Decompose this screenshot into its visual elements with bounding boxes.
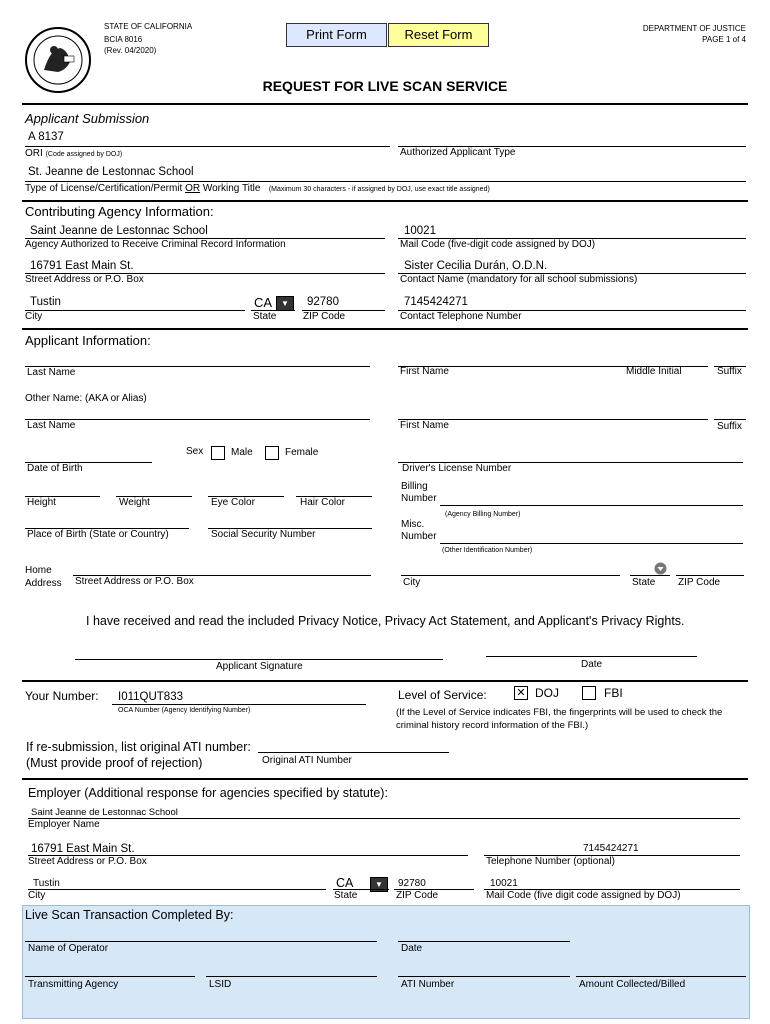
privacy-statement: I have received and read the included Privacy Notice, Privacy Act Statement, and Applicant's Privacy Rights. <box>86 614 685 628</box>
employer-mail-code-value[interactable]: 10021 <box>490 878 518 889</box>
state-label: STATE OF CALIFORNIA <box>104 22 193 31</box>
reset-form-button[interactable]: Reset Form <box>388 23 489 47</box>
male-checkbox[interactable] <box>211 446 225 460</box>
operator-field[interactable] <box>25 941 377 942</box>
home-street-label[interactable]: Street Address or P.O. Box <box>75 576 194 587</box>
agency-state-label: State <box>253 311 277 322</box>
mail-code-label: Mail Code (five-digit code assigned by DOJ) <box>400 239 596 250</box>
form-revision: (Rev. 04/2020) <box>104 46 157 55</box>
agency-street-value[interactable]: 16791 East Main St. <box>30 260 134 272</box>
billing-label: Billing <box>401 481 428 492</box>
doj-checkbox[interactable]: ✕ <box>514 686 528 700</box>
employer-mail-code-label: Mail Code (five digit code assigned by DOJ) <box>486 890 681 901</box>
transmitting-agency-field[interactable] <box>25 976 195 977</box>
female-checkbox[interactable] <box>265 446 279 460</box>
department-label: DEPARTMENT OF JUSTICE <box>642 24 746 33</box>
live-scan-section <box>22 905 750 1019</box>
hair-color-label[interactable]: Hair Color <box>300 497 346 508</box>
fbi-label: FBI <box>604 686 623 700</box>
employer-heading: Employer (Additional response for agencies specified by statute): <box>28 786 388 800</box>
contact-name-label: Contact Name (mandatory for all school submissions) <box>400 274 638 285</box>
contact-name-value[interactable]: Sister Cecilia Durán, O.D.N. <box>404 260 548 272</box>
form-code: BCIA 8016 <box>104 35 143 44</box>
suffix-label[interactable]: Suffix <box>717 366 742 377</box>
address-label: Address <box>25 578 62 589</box>
page-number: PAGE 1 of 4 <box>702 35 746 44</box>
fbi-note-line-2: criminal history record information of the FBI.) <box>396 720 589 731</box>
employer-state-label: State <box>334 890 358 901</box>
employer-street-value[interactable]: 16791 East Main St. <box>31 843 135 855</box>
first-name-label[interactable]: First Name <box>400 366 449 377</box>
state-dropdown-circle-icon[interactable] <box>654 562 667 575</box>
eye-color-label[interactable]: Eye Color <box>211 497 255 508</box>
agency-city-value[interactable]: Tustin <box>30 296 61 308</box>
weight-label[interactable]: Weight <box>119 497 150 508</box>
fbi-checkbox[interactable] <box>582 686 596 700</box>
operator-label: Name of Operator <box>28 943 109 954</box>
state-dropdown-icon[interactable]: ▼ <box>276 296 294 311</box>
doj-label: DOJ <box>535 686 559 700</box>
alias-first-name-label[interactable]: First Name <box>400 420 449 431</box>
ati-number-field[interactable] <box>398 976 570 977</box>
misc-note: (Other Identification Number) <box>442 547 533 554</box>
employer-city-label: City <box>28 890 46 901</box>
applicant-submission-heading: Applicant Submission <box>25 111 150 126</box>
male-label: Male <box>231 447 253 458</box>
page-title: REQUEST FOR LIVE SCAN SERVICE <box>262 78 508 94</box>
last-name-label[interactable]: Last Name <box>27 367 76 378</box>
employer-phone-label: Telephone Number (optional) <box>486 856 615 867</box>
sex-label: Sex <box>186 446 204 457</box>
misc-number-label: Number <box>401 531 437 542</box>
license-value[interactable]: St. Jeanne de Lestonnac School <box>28 166 194 178</box>
live-scan-date-label: Date <box>401 943 423 954</box>
amount-label: Amount Collected/Billed <box>579 979 686 990</box>
agency-value[interactable]: Saint Jeanne de Lestonnac School <box>30 225 208 237</box>
original-ati-field[interactable] <box>258 752 449 753</box>
employer-phone-value[interactable]: 7145424271 <box>583 843 639 854</box>
signature-label: Applicant Signature <box>216 661 303 672</box>
amount-field[interactable] <box>576 976 746 977</box>
billing-note: (Agency Billing Number) <box>445 511 521 518</box>
agency-city-label: City <box>25 311 43 322</box>
lsid-field[interactable] <box>206 976 377 977</box>
oca-note: OCA Number (Agency Identifying Number) <box>118 707 251 714</box>
middle-initial-label[interactable]: Middle Initial <box>626 366 682 377</box>
billing-number-field[interactable] <box>440 505 743 506</box>
contact-phone-label: Contact Telephone Number <box>400 311 522 322</box>
employer-name-value[interactable]: Saint Jeanne de Lestonnac School <box>31 807 178 818</box>
contact-phone-value[interactable]: 7145424271 <box>404 296 468 308</box>
employer-street-label: Street Address or P.O. Box <box>28 856 147 867</box>
ati-number-label: ATI Number <box>401 979 455 990</box>
drivers-license-label[interactable]: Driver's License Number <box>402 463 512 474</box>
agency-zip-value[interactable]: 92780 <box>307 296 339 308</box>
live-scan-heading: Live Scan Transaction Completed By: <box>25 908 234 922</box>
your-number-value[interactable]: I011QUT833 <box>118 691 183 703</box>
misc-number-field[interactable] <box>440 543 743 544</box>
original-ati-label: Original ATI Number <box>262 755 352 766</box>
home-city-label[interactable]: City <box>403 577 421 588</box>
employer-state-value[interactable]: CA <box>336 876 354 890</box>
employer-city-value[interactable]: Tustin <box>33 878 60 889</box>
transmitting-agency-label: Transmitting Agency <box>28 979 119 990</box>
employer-name-label: Employer Name <box>28 819 100 830</box>
billing-number-label: Number <box>401 493 437 504</box>
height-label[interactable]: Height <box>27 497 56 508</box>
agency-zip-label: ZIP Code <box>303 311 346 322</box>
signature-date-field[interactable] <box>486 656 697 657</box>
level-of-service-label: Level of Service: <box>398 688 487 702</box>
applicant-information-heading: Applicant Information: <box>25 333 151 348</box>
ori-label: ORI (Code assigned by DOJ) <box>25 148 123 159</box>
employer-zip-value[interactable]: 92780 <box>398 878 426 889</box>
fbi-note-line-1: (If the Level of Service indicates FBI, the fingerprints will be used to check the <box>396 707 723 718</box>
title-rule <box>22 103 748 105</box>
other-name-label: Other Name: (AKA or Alias) <box>25 393 147 404</box>
print-form-button[interactable]: Print Form <box>286 23 387 47</box>
dob-label[interactable]: Date of Birth <box>27 463 83 474</box>
agency-state-value[interactable]: CA <box>254 295 273 310</box>
your-number-label: Your Number: <box>25 689 99 703</box>
employer-zip-label: ZIP Code <box>396 890 439 901</box>
signature-field[interactable] <box>75 659 443 660</box>
mail-code-value[interactable]: 10021 <box>404 225 436 237</box>
license-label: Type of License/Certification/Permit OR Working Title (Maximum 30 characters - if assigned by DOJ, use exact title assigned) <box>25 183 490 194</box>
contributing-agency-heading: Contributing Agency Information: <box>25 204 214 219</box>
authorized-applicant-type-label[interactable]: Authorized Applicant Type <box>400 147 516 158</box>
signature-date-label: Date <box>581 659 603 670</box>
ori-value[interactable]: A 8137 <box>28 131 64 143</box>
alias-last-name-label[interactable]: Last Name <box>27 420 76 431</box>
employer-state-dropdown-icon[interactable]: ▼ <box>370 877 388 892</box>
agency-label: Agency Authorized to Receive Criminal Record Information <box>25 239 286 250</box>
alias-suffix-label[interactable]: Suffix <box>717 421 742 432</box>
female-label: Female <box>285 447 319 458</box>
home-label: Home <box>25 565 52 576</box>
agency-street-label: Street Address or P.O. Box <box>25 274 144 285</box>
home-zip-label[interactable]: ZIP Code <box>678 577 721 588</box>
live-scan-date-field[interactable] <box>398 941 570 942</box>
lsid-label: LSID <box>209 979 232 990</box>
proof-of-rejection-label: (Must provide proof of rejection) <box>26 756 203 770</box>
misc-label: Misc. <box>401 519 425 530</box>
home-state-label[interactable]: State <box>632 577 656 588</box>
resubmission-label: If re-submission, list original ATI number: <box>26 740 251 754</box>
ssn-label[interactable]: Social Security Number <box>211 529 316 540</box>
place-of-birth-label[interactable]: Place of Birth (State or Country) <box>27 529 169 540</box>
